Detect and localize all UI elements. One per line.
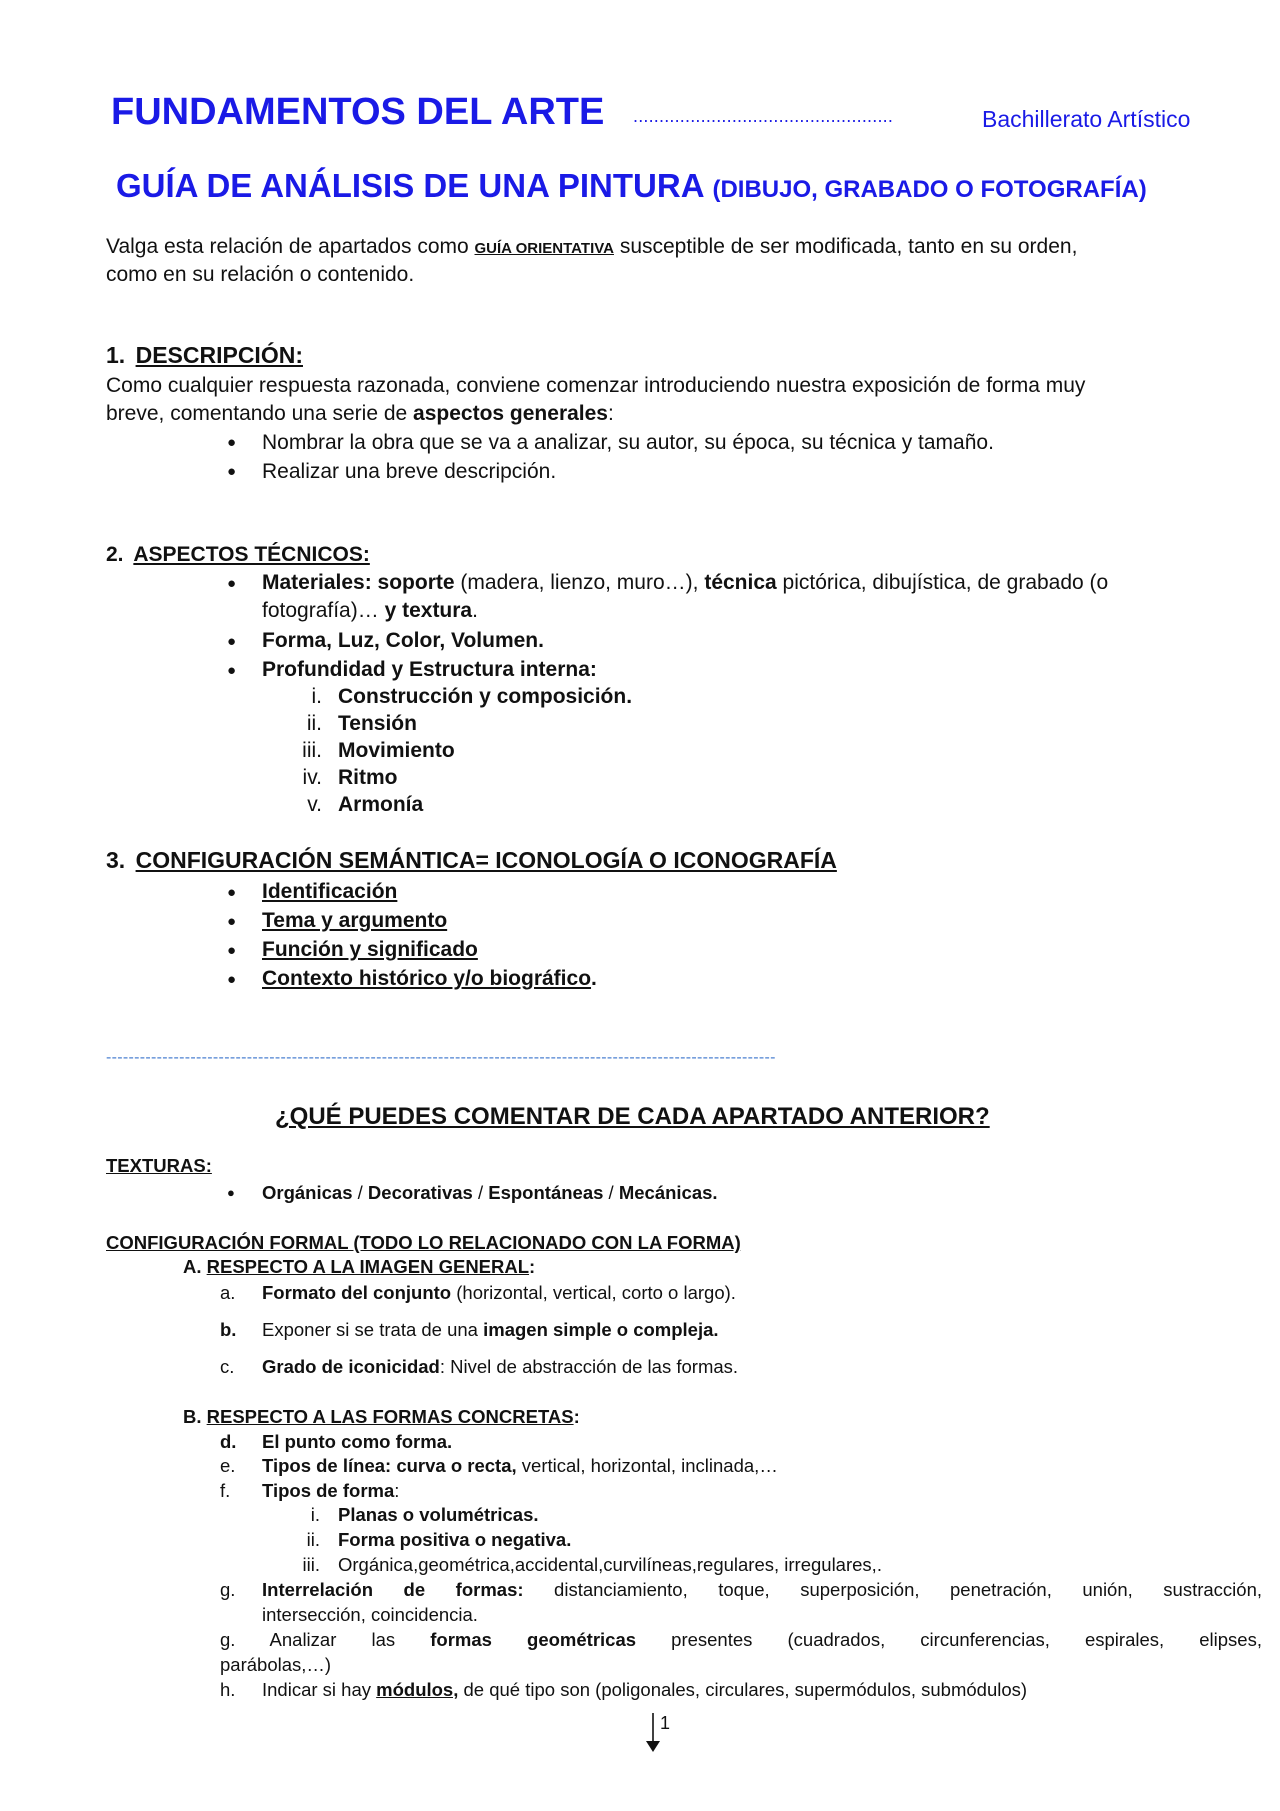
comments-heading: ¿QUÉ PUEDES COMENTAR DE CADA APARTADO ANTERIOR? [275,1103,990,1130]
item-text: módulos, [376,1679,459,1700]
item-text: vertical, horizontal, inclinada,… [521,1455,778,1476]
course-label: Bachillerato Artístico [982,106,1191,132]
sub-item-text: Forma positiva o negativa. [338,1529,572,1550]
list-item: Forma, Luz, Color, Volumen. [262,629,544,652]
item-text: Interrelación de formas: [262,1579,524,1600]
paragraph-text: breve, comentando una serie de [106,402,408,425]
list-item: Identificación [262,880,398,903]
item-text: Exponer si se trata de una [262,1319,478,1340]
section-title: ASPECTOS TÉCNICOS: [133,543,370,566]
texture-type: Decorativas [367,1182,473,1203]
section-number: 2. [106,543,124,566]
texture-type: Espontáneas [488,1182,604,1203]
bullet-icon: ● [227,575,237,592]
roman-numeral: iii. [302,1554,320,1575]
textures-heading: TEXTURAS: [106,1155,212,1176]
bullet-icon: ● [227,884,237,901]
separator-slash: / [352,1182,368,1203]
item-text: Analizar las [269,1629,396,1650]
sub-list-text: Ritmo [338,766,398,789]
subtitle-paren: (DIBUJO, GRABADO O FOTOGRAFÍA) [712,176,1147,203]
list-item: Nombrar la obra que se va a analizar, su autor, su época, su técnica y tamaño. [262,431,994,454]
list-text: Materiales: soporte [262,571,455,594]
page-number: 1 [660,1713,671,1733]
section-1-paragraph-1: Como cualquier respuesta razonada, conviene comenzar introduciendo nuestra exposición de forma muy [106,374,1086,397]
subsection-title: : [573,1406,580,1427]
sub-item-text: Orgánica,geométrica,accidental,curvilíneas,regulares, irregulares,. [338,1554,882,1575]
title-dots: .................................................. [633,106,894,126]
item-text: Formato del conjunto [262,1282,452,1303]
section-3-heading [106,845,837,875]
sub-item-text: Planas o volumétricas. [338,1504,539,1525]
sub-list-text: Tensión [338,712,417,735]
item-text: distanciamiento, toque, superposición, penetración, unión, sustracción, [554,1579,1262,1600]
paragraph-text: : [607,402,614,425]
list-item: Función y significado [262,938,478,961]
intro-text: Valga esta relación de apartados como [106,235,469,258]
roman-numeral: i. [310,1504,320,1525]
section-separator: ----------------------------------------------------------------------------------------------------------------------- [106,1049,776,1066]
bullet-icon: ● [227,1185,235,1200]
roman-numeral: iii. [302,739,322,762]
roman-numeral: ii. [306,712,322,735]
item-text: de qué tipo son (poligonales, circulares, supermódulos, submódulos) [463,1679,1028,1700]
bullet-icon: ● [227,434,237,451]
item-letter: c. [220,1356,235,1377]
intro-guide-emphasis: GUÍA ORIENTATIVA [474,240,614,257]
item-letter: h. [220,1679,236,1700]
item-letter: b. [220,1319,237,1340]
section-title: DESCRIPCIÓN: [135,342,303,368]
section-1-heading [106,340,303,370]
item-text: : [394,1480,400,1501]
item-text: imagen simple o compleja. [483,1319,719,1340]
item-text: Tipos de forma [262,1480,395,1501]
general-aspects-emphasis: aspectos generales [413,402,608,425]
subsection-letter: A. [183,1256,202,1277]
subtitle-main: GUÍA DE ANÁLISIS DE UNA PINTURA [116,167,704,204]
item-letter: e. [220,1455,236,1476]
list-item: Profundidad y Estructura interna: [262,658,597,681]
intro-line-1 [106,233,1077,263]
subsection-a-heading [183,1254,535,1280]
formal-config-heading: CONFIGURACIÓN FORMAL (TODO LO RELACIONADO CON LA FORMA) [106,1232,741,1253]
bullet-icon: ● [227,463,237,480]
section-title: CONFIGURACIÓN SEMÁNTICA= ICONOLOGÍA O ICONOGRAFÍA [135,847,837,873]
separator-slash: / [472,1182,489,1203]
list-text: fotografía)… [262,599,379,622]
item-letter: g. [220,1629,236,1650]
item-text: : Nivel de abstracción de las formas. [439,1356,739,1377]
bullet-icon: ● [227,633,237,650]
separator-slash: / [603,1182,619,1203]
list-text: . [591,967,597,990]
intro-line-2: como en su relación o contenido. [106,263,415,286]
list-text: Contexto histórico y/o biográfico [262,967,592,990]
subsection-letter: B. [183,1406,202,1427]
section-2-heading [106,541,370,569]
sub-list-text: Movimiento [338,739,455,762]
list-text: (madera, lienzo, muro…), [460,571,699,594]
list-item: Tema y argumento [262,909,448,932]
list-item [262,965,597,993]
item-g-geometric-cont: parábolas,…) [220,1654,332,1675]
texture-type: Mecánicas. [618,1182,718,1203]
item-g-interrelation-cont: intersección, coincidencia. [262,1604,478,1625]
item-letter: d. [220,1431,237,1452]
subsection-b-heading [183,1404,580,1430]
subsection-title: RESPECTO A LAS FORMAS CONCRETAS [206,1406,574,1427]
item-text: formas geométricas [430,1629,637,1650]
intro-text: susceptible de ser modificada, tanto en su orden, [619,235,1078,258]
page-subtitle [116,166,1147,210]
item-text: El punto como forma. [262,1431,453,1452]
list-item-materials-cont [262,597,478,625]
bullet-icon: ● [227,942,237,959]
document-title: FUNDAMENTOS DEL ARTE [111,91,605,133]
subsection-title: : [529,1256,536,1277]
item-text: Tipos de línea: curva o recta, [262,1455,517,1476]
sub-list-text: Construcción y composición. [338,685,633,708]
roman-numeral: v. [307,793,322,816]
item-text: (horizontal, vertical, corto o largo). [456,1282,736,1303]
list-text: pictórica, dibujística, de grabado (o [782,571,1109,594]
item-text: presentes (cuadrados, circunferencias, espirales, elipses, [671,1629,1262,1650]
bullet-icon: ● [227,971,237,988]
item-letter: f. [220,1480,231,1501]
item-text: Indicar si hay [262,1679,371,1700]
section-number: 3. [106,847,126,873]
item-letter: g. [220,1579,236,1600]
roman-numeral: iv. [302,766,322,789]
roman-numeral: ii. [306,1529,320,1550]
bullet-icon: ● [227,662,237,679]
list-item-materials [262,569,1108,597]
section-1-paragraph-2 [106,400,614,428]
item-text: Grado de iconicidad [262,1356,440,1377]
sub-list-text: Armonía [338,793,424,816]
down-arrow-icon [645,1713,661,1753]
roman-numeral: i. [311,685,322,708]
subsection-title: RESPECTO A LA IMAGEN GENERAL [206,1256,530,1277]
bullet-icon: ● [227,913,237,930]
item-letter: a. [220,1282,236,1303]
texture-type: Orgánicas [262,1182,353,1203]
textures-list [262,1180,718,1206]
list-item: Realizar una breve descripción. [262,460,557,483]
list-text: y textura [384,599,473,622]
list-text: técnica [704,571,777,594]
section-number: 1. [106,342,126,368]
list-text: . [472,599,478,622]
